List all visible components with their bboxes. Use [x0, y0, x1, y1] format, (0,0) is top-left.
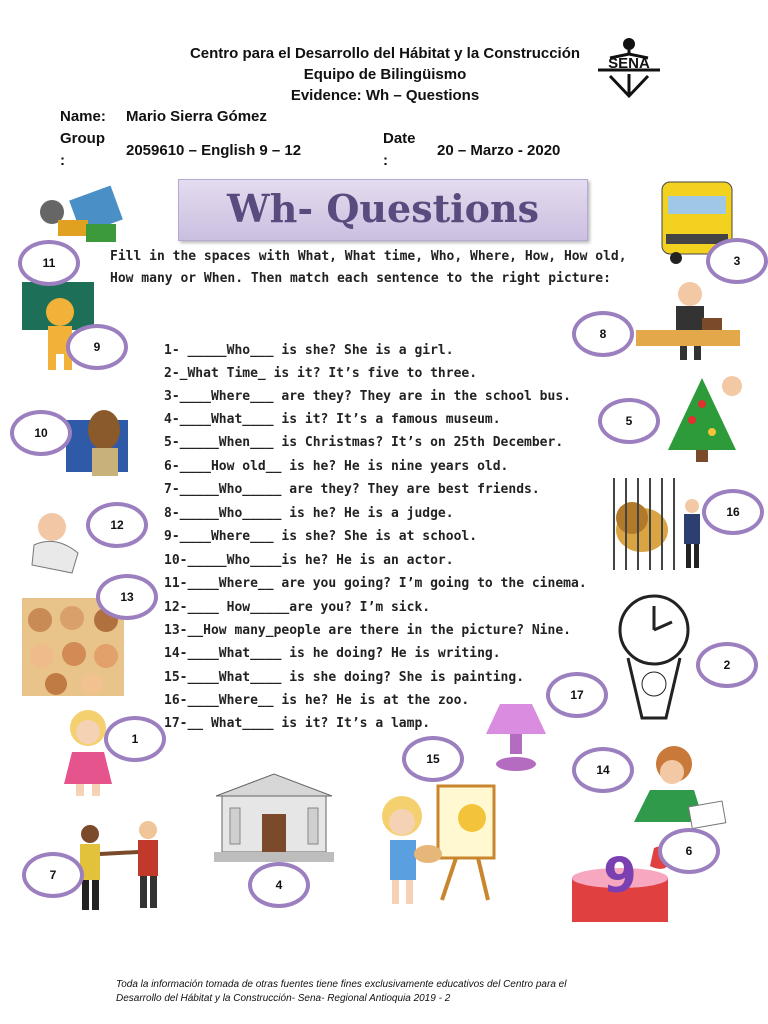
- question-10: 10-_____Who____is he? He is an actor.: [164, 553, 454, 568]
- header-line-2: Equipo de Bilingüismo: [303, 66, 467, 83]
- footer-line-2: Desarrollo del Hábitat y la Construcción- Sena- Regional Antioquia 2019 - 2: [116, 993, 451, 1004]
- group-colon: :: [60, 152, 65, 169]
- bubble-6: 6: [658, 828, 720, 874]
- date-label: Date: [383, 130, 416, 147]
- svg-text:9: 9: [603, 848, 637, 904]
- question-17: 17-__ What____ is it? It’s a lamp.: [164, 716, 431, 731]
- question-11: 11-____Where__ are you going? I’m going to the cinema.: [164, 576, 587, 591]
- date-value: 20 – Marzo - 2020: [437, 142, 561, 159]
- sena-logo: [596, 38, 662, 100]
- bubble-13: 13: [96, 574, 158, 620]
- girl-painting-picture: [372, 778, 502, 912]
- sena-logo-text: SENA: [608, 55, 650, 72]
- clock-picture: [616, 592, 692, 722]
- bubble-10: 10: [10, 410, 72, 456]
- group-value: 2059610 – English 9 – 12: [126, 142, 302, 159]
- question-12: 12-____ How_____are you? I’m sick.: [164, 600, 431, 615]
- bubble-5: 5: [598, 398, 660, 444]
- bubble-1: 1: [104, 716, 166, 762]
- title-banner: [178, 179, 588, 241]
- bubble-3: 3: [706, 238, 768, 284]
- zoo-lion-picture: [608, 478, 708, 570]
- footer-line-1: Toda la información tomada de otras fuentes tiene fines exclusivamente educativos del Centro para el: [116, 979, 567, 990]
- bubble-2: 2: [696, 642, 758, 688]
- bubble-14: 14: [572, 747, 634, 793]
- name-value: Mario Sierra Gómez: [126, 108, 267, 125]
- question-7: 7-_____Who_____ are they? They are best friends.: [164, 482, 540, 497]
- question-9: 9-____Where___ is she? She is at school.: [164, 529, 478, 544]
- question-5: 5-_____When___ is Christmas? It’s on 25th December.: [164, 435, 564, 450]
- question-14: 14-____What____ is he doing? He is writing.: [164, 646, 501, 661]
- lamp-picture: [478, 700, 552, 774]
- question-13: 13-__How many_people are there in the picture? Nine.: [164, 623, 571, 638]
- question-16: 16-____Where__ is he? He is at the zoo.: [164, 693, 470, 708]
- question-4: 4-____What____ is it? It’s a famous museum.: [164, 412, 501, 427]
- christmas-tree-picture: [662, 374, 744, 464]
- question-6: 6-____How old__ is he? He is nine years old.: [164, 459, 509, 474]
- question-15: 15-____What____ is she doing? She is painting.: [164, 670, 525, 685]
- footer-note: [116, 978, 616, 1006]
- bubble-15: 15: [402, 736, 464, 782]
- header-line-3: Evidence: Wh – Questions: [290, 87, 480, 104]
- group-label: Group: [60, 130, 105, 147]
- bubble-9: 9: [66, 324, 128, 370]
- bubble-11: 11: [18, 240, 80, 286]
- header-line-1: Centro para el Desarrollo del Hábitat y la Construcción: [189, 45, 581, 62]
- bubble-8: 8: [572, 311, 634, 357]
- instructions-line-1: Fill in the spaces with What, What time, Who, Where, How, How old,: [110, 249, 627, 264]
- bubble-4: 4: [248, 862, 310, 908]
- bubble-17: 17: [546, 672, 608, 718]
- sick-boy-picture: [28, 505, 82, 575]
- bubble-7: 7: [22, 852, 84, 898]
- page-title: Wh- Questions: [227, 186, 539, 231]
- name-label: Name:: [60, 108, 106, 125]
- judge-picture: [636, 278, 740, 362]
- question-1: 1- _____Who___ is she? She is a girl.: [164, 343, 454, 358]
- date-colon: :: [383, 152, 388, 169]
- cinema-projector-picture: [34, 186, 130, 246]
- question-2: 2-_What Time_ is it? It’s five to three.: [164, 366, 478, 381]
- bubble-16: 16: [702, 489, 764, 535]
- question-3: 3-____Where___ are they? They are in the school bus.: [164, 389, 571, 404]
- question-8: 8-_____Who_____ is he? He is a judge.: [164, 506, 454, 521]
- instructions-line-2: How many or When. Then match each sentence to the right picture:: [110, 271, 611, 286]
- best-friends-picture: [70, 818, 178, 912]
- bubble-12: 12: [86, 502, 148, 548]
- museum-picture: [212, 768, 336, 864]
- boy-writing-picture: [620, 742, 726, 828]
